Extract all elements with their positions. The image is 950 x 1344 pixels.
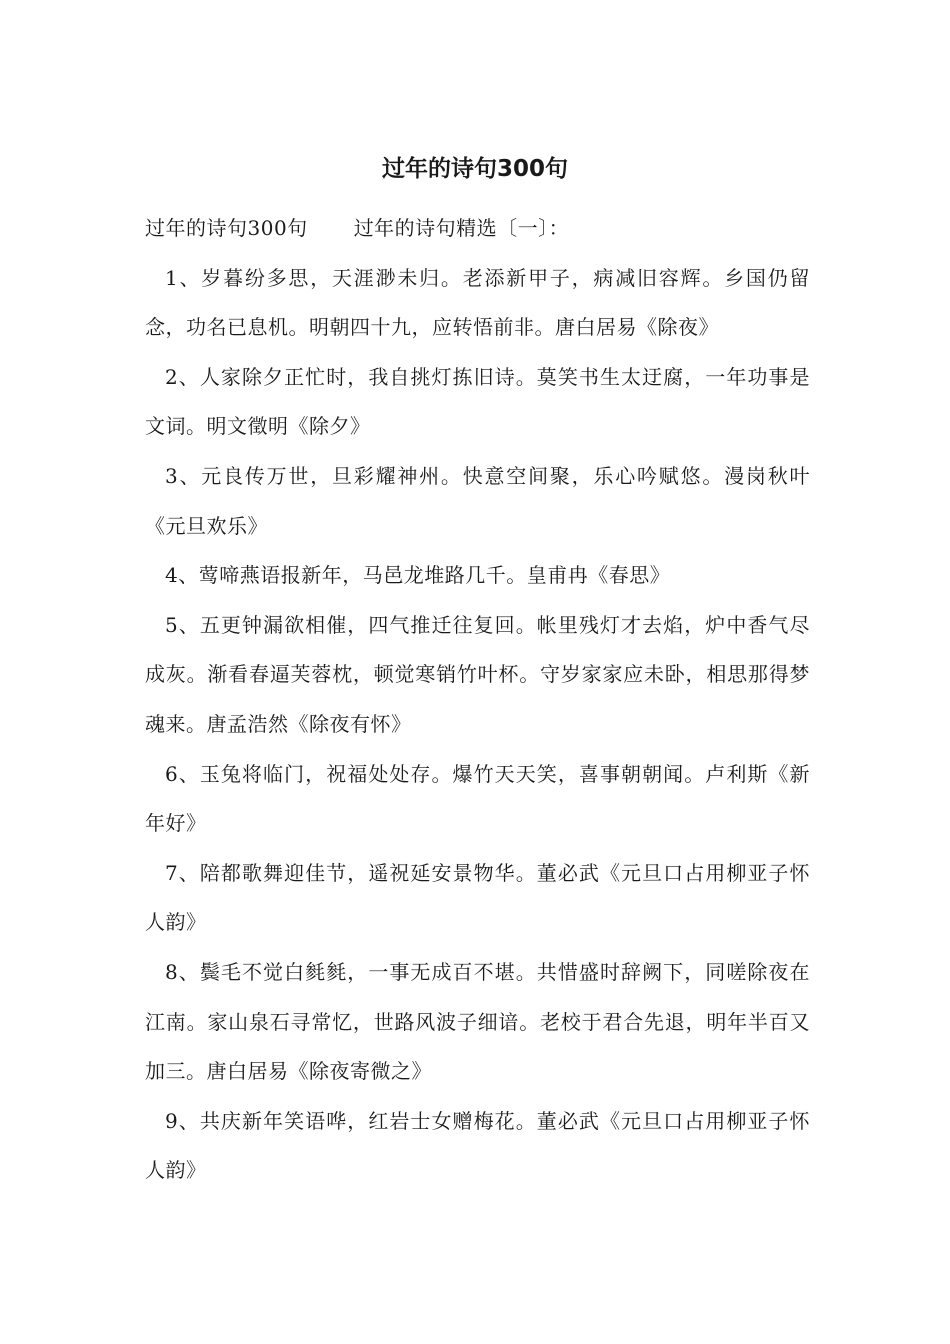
intro-heading: 过年的诗句300句 bbox=[145, 216, 308, 240]
document-body bbox=[145, 204, 810, 1196]
poem-item-3: 3、元良传万世，旦彩耀神州。快意空间聚，乐心吟赋悠。漫岗秋叶《元旦欢乐》 bbox=[145, 463, 810, 538]
poem-item-9: 9、共庆新年笑语哗，红岩士女赠梅花。董必武《元旦口占用柳亚子怀人韵》 bbox=[145, 1108, 810, 1183]
intro-subheading: 过年的诗句精选〔一〕： bbox=[353, 216, 570, 240]
intro-line bbox=[145, 204, 810, 254]
poem-item-1: 1、岁暮纷多思，天涯渺未归。老添新甲子，病减旧容辉。乡国仍留念，功名已息机。明朝四十九，应转悟前非。唐白居易《除夜》 bbox=[145, 265, 810, 340]
poem-item-4: 4、莺啼燕语报新年，马邑龙堆路几千。皇甫冉《春思》 bbox=[165, 563, 671, 588]
poem-item-6: 6、玉兔将临门，祝福处处存。爆竹天天笑，喜事朝朝闻。卢利斯《新年好》 bbox=[145, 761, 810, 836]
poem-item-7: 7、陪都歌舞迎佳节，遥祝延安景物华。董必武《元旦口占用柳亚子怀人韵》 bbox=[145, 860, 810, 935]
poem-item-8: 8、鬓毛不觉白毵毵，一事无成百不堪。共惜盛时辞阙下，同嗟除夜在江南。家山泉石寻常忆，世路风波子细谙。老校于君合先退，明年半百又加三。唐白居易《除夜寄微之》 bbox=[145, 959, 810, 1084]
poem-item-2: 2、人家除夕正忙时，我自挑灯拣旧诗。莫笑书生太迂腐，一年功事是文词。明文徵明《除夕》 bbox=[145, 364, 810, 439]
poem-item-5: 5、五更钟漏欲相催，四气推迁往复回。帐里残灯才去焰，炉中香气尽成灰。渐看春逼芙蓉枕，顿觉寒销竹叶杯。守岁家家应未卧，相思那得梦魂来。唐孟浩然《除夜有怀》 bbox=[145, 612, 810, 736]
document-title: 过年的诗句300句 bbox=[381, 156, 568, 182]
